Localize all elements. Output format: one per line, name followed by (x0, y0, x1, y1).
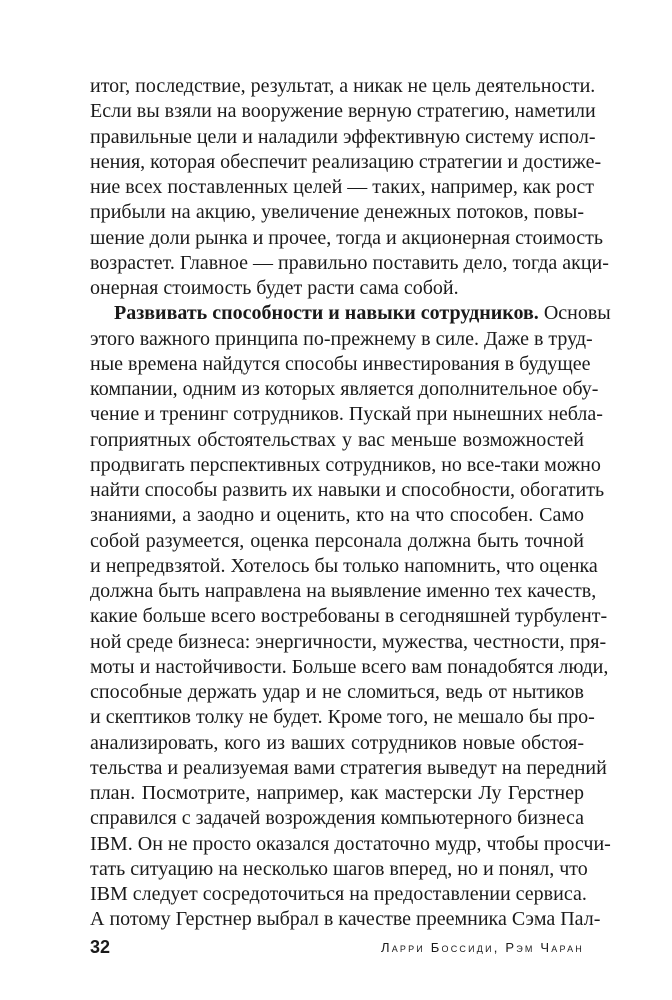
text-line: чение и тренинг сотрудников. Пускай при нынешних небла- (90, 403, 603, 426)
text-line: способные держать удар и не сломиться, ведь от нытиков (90, 681, 584, 703)
text-line: тать ситуацию на несколько шагов вперед, но и понял, что (90, 857, 588, 880)
section-run-in-heading: Развивать способности и навыки сотрудников. (114, 302, 539, 325)
text-line: собой разумеется, оценка персонала должна быть точной (90, 529, 584, 552)
text-line: возрастет. Главное — правильно поставить дело, тогда акци- (90, 251, 609, 274)
text-line: продвигать перспективных сотрудников, но все-таки можно (90, 453, 601, 476)
text-line: шение доли рынка и прочее, тогда и акционерная стоимость (90, 226, 604, 249)
text-line: справился с задачей возрождения компьютерного бизнеса (90, 807, 584, 830)
text-line: IBM следует сосредоточиться на предоставлении сервиса. (90, 883, 587, 905)
text-line (90, 301, 611, 326)
text-line: Если вы взяли на вооружение верную стратегию, наметили (90, 100, 596, 123)
running-footer-authors: Ларри Боссиди, Рэм Чаран (380, 940, 584, 955)
text-line: IBM. Он не просто оказался достаточно мудр, чтобы просчи- (90, 832, 611, 855)
text-line: нения, которая обеспечит реализацию стратегии и достиже- (90, 150, 602, 173)
text-line: прибыли на акцию, увеличение денежных потоков, повы- (90, 201, 584, 224)
text-line: правильные цели и наладили эффективную систему испол- (90, 125, 596, 148)
text-line: ной среде бизнеса: энергичности, мужества, честности, пря- (90, 630, 607, 653)
text-line: итог, последствие, результат, а никак не цель деятельности. (90, 75, 596, 97)
text-line: анализировать, кого из ваших сотрудников новые обстоя- (90, 731, 584, 754)
text-line: онерная стоимость будет расти сама собой. (90, 277, 459, 299)
text-line: А потому Герстнер выбрал в качестве преемника Сэма Пал- (90, 908, 601, 931)
text-line: компании, одним из которых является дополнительное обу- (90, 378, 599, 400)
text-run: Основы (538, 302, 611, 325)
text-line: и непредвзятой. Хотелось бы только напомнить, что оценка (90, 554, 598, 577)
text-line: этого важного принципа по-прежнему в силе. Даже в труд- (90, 327, 593, 350)
text-line: знаниями, а заодно и оценить, кто на что способен. Само (90, 504, 584, 527)
text-line: план. Посмотрите, например, как мастерски Лу Герстнер (90, 782, 584, 804)
text-line: ные времена найдутся способы инвестирования в будущее (90, 352, 591, 375)
page-number: 32 (90, 937, 111, 957)
paragraph-1 (90, 74, 609, 301)
text-line: моты и настойчивости. Больше всего вам понадобятся люди, (90, 655, 609, 678)
page-body (90, 74, 611, 933)
text-line: и скептиков толку не будет. Кроме того, не мешало бы про- (90, 706, 595, 729)
text-line: гоприятных обстоятельствах у вас меньше возможностей (90, 428, 584, 451)
text-line: ние всех поставленных целей — таких, например, как рост (90, 176, 594, 198)
text-line: должна быть направлена на выявление именно тех качеств, (90, 580, 597, 602)
text-line: какие больше всего востребованы в сегодняшней турбулент- (90, 605, 608, 628)
text-line: найти способы развить их навыки и способности, обогатить (90, 479, 605, 501)
text-line: тельства и реализуемая вами стратегия выведут на передний (90, 756, 607, 779)
paragraph-2 (90, 301, 611, 932)
